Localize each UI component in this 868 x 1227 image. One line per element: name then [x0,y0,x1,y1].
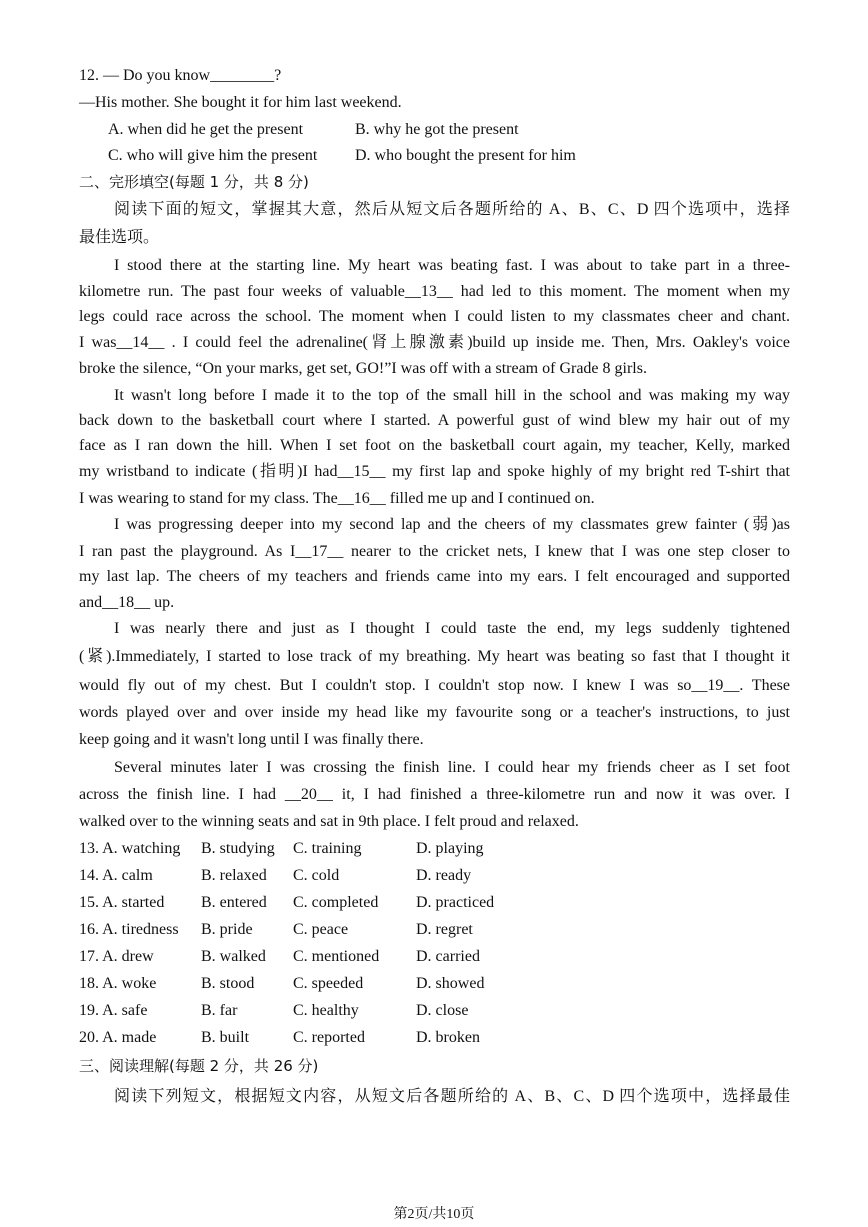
choice-option-a: 16. A. tiredness [79,921,179,938]
passage-line: kilometre run. The past four weeks of valuable__13__ had led to this moment. The moment when my [79,283,790,300]
section-2-instruction-line: 阅读下面的短文，掌握其大意，然后从短文后各题所给的 A、B、C、D 四个选项中，选择 [114,201,790,218]
choice-option-b: B. relaxed [201,867,267,884]
passage-line: back down to the basketball court where I started. A powerful gust of wind blew my hair out of my [79,412,790,429]
section-3-instruction: 阅读下列短文，根据短文内容，从短文后各题所给的 A、B、C、D 四个选项中，选择最佳 [114,1088,790,1105]
passage-line: I ran past the playground. As I__17__ nearer to the cricket nets, I knew that I was one step closer to [79,543,790,560]
passage-line: legs could race across the school. The moment when I could listen to my classmates cheer and chant. [79,308,790,325]
passage-line: words played over and over inside my head like my favourite song or a teacher's instructions, to just [79,704,790,721]
choice-option-c: C. peace [293,921,349,938]
choice-option-a: 15. A. started [79,894,165,911]
passage-line: keep going and it wasn't long until I was finally there. [79,731,424,748]
passage-line: face as I ran down the hill. When I set foot on the basketball court again, my teacher, Kelly, marked [79,437,790,454]
choice-option-a: 14. A. calm [79,867,153,884]
passage-line: I stood there at the starting line. My heart was beating fast. I was about to take part in a three- [114,257,790,274]
passage-line: I was nearly there and just as I thought I could taste the end, my legs suddenly tightened [114,620,790,637]
question-12-reply: —His mother. She bought it for him last weekend. [79,94,402,111]
choice-option-b: B. pride [201,921,253,938]
question-12-option-d: D. who bought the present for him [355,147,576,164]
passage-line: It wasn't long before I made it to the top of the small hill in the school and was making my way [114,387,790,404]
passage-line: and__18__ up. [79,594,175,611]
choice-option-d: D. broken [416,1029,480,1046]
passage-line: I was progressing deeper into my second lap and the cheers of my classmates grew fainter (弱)as [114,516,790,533]
choice-option-d: D. ready [416,867,472,884]
choice-option-c: C. reported [293,1029,365,1046]
page-number: 第2页/共10页 [393,1207,475,1222]
section-2-heading: 二、完形填空(每题 1 分，共 8 分) [79,173,309,191]
choice-option-b: B. walked [201,948,266,965]
passage-line: my wristband to indicate (指明)I had__15__ my first lap and spoke highly of my bright red T-shirt that [79,463,790,480]
choice-option-d: D. playing [416,840,484,857]
question-12-option-a: A. when did he get the present [108,121,304,138]
choice-option-d: D. practiced [416,894,495,911]
passage-line: would fly out of my chest. But I couldn't stop. I couldn't stop now. I knew I was so__19__. These [79,677,790,694]
passage-line: I was__14__ . I could feel the adrenaline(肾上腺激素)build up inside me. Then, Mrs. Oakley's voice [79,334,790,351]
passage-line: across the finish line. I had __20__ it, I had finished a three-kilometre run and now it was over. I [79,786,790,803]
choice-option-b: B. entered [201,894,267,911]
choice-option-c: C. training [293,840,362,857]
passage-line: (紧).Immediately, I started to lose track of my breathing. My heart was beating so fast that I thought it [79,648,791,665]
choice-option-a: 17. A. drew [79,948,154,965]
section-2-instruction-line: 最佳选项。 [79,229,160,246]
choice-option-d: D. regret [416,921,473,938]
question-12-option-c: C. who will give him the present [108,147,318,164]
section-3-heading: 三、阅读理解(每题 2 分，共 26 分) [79,1057,319,1075]
choice-option-b: B. built [201,1029,250,1046]
passage-line: walked over to the winning seats and sat in 9th place. I felt proud and relaxed. [79,813,579,830]
choice-option-c: C. healthy [293,1002,359,1019]
passage-line: Several minutes later I was crossing the finish line. I could hear my friends cheer as I set foot [114,759,790,776]
passage-line: my last lap. The cheers of my teachers and friends came into my ears. I felt encouraged and supported [79,568,790,585]
choice-option-d: D. showed [416,975,485,992]
choice-option-c: C. speeded [293,975,364,992]
choice-option-b: B. studying [201,840,275,857]
question-12-option-b: B. why he got the present [355,121,519,138]
choice-option-c: C. cold [293,867,340,884]
choice-option-b: B. far [201,1002,238,1019]
choice-option-a: 20. A. made [79,1029,157,1046]
question-12-stem: 12. — Do you know________? [79,67,282,84]
choice-option-a: 13. A. watching [79,840,181,857]
choice-option-c: C. completed [293,894,379,911]
passage-line: I was wearing to stand for my class. The__16__ filled me up and I continued on. [79,490,595,507]
choice-option-d: D. close [416,1002,469,1019]
choice-option-d: D. carried [416,948,480,965]
choice-option-a: 18. A. woke [79,975,157,992]
choice-option-a: 19. A. safe [79,1002,148,1019]
passage-line: broke the silence, “On your marks, get set, GO!”I was off with a stream of Grade 8 girls. [79,360,647,377]
choice-option-b: B. stood [201,975,255,992]
choice-option-c: C. mentioned [293,948,380,965]
